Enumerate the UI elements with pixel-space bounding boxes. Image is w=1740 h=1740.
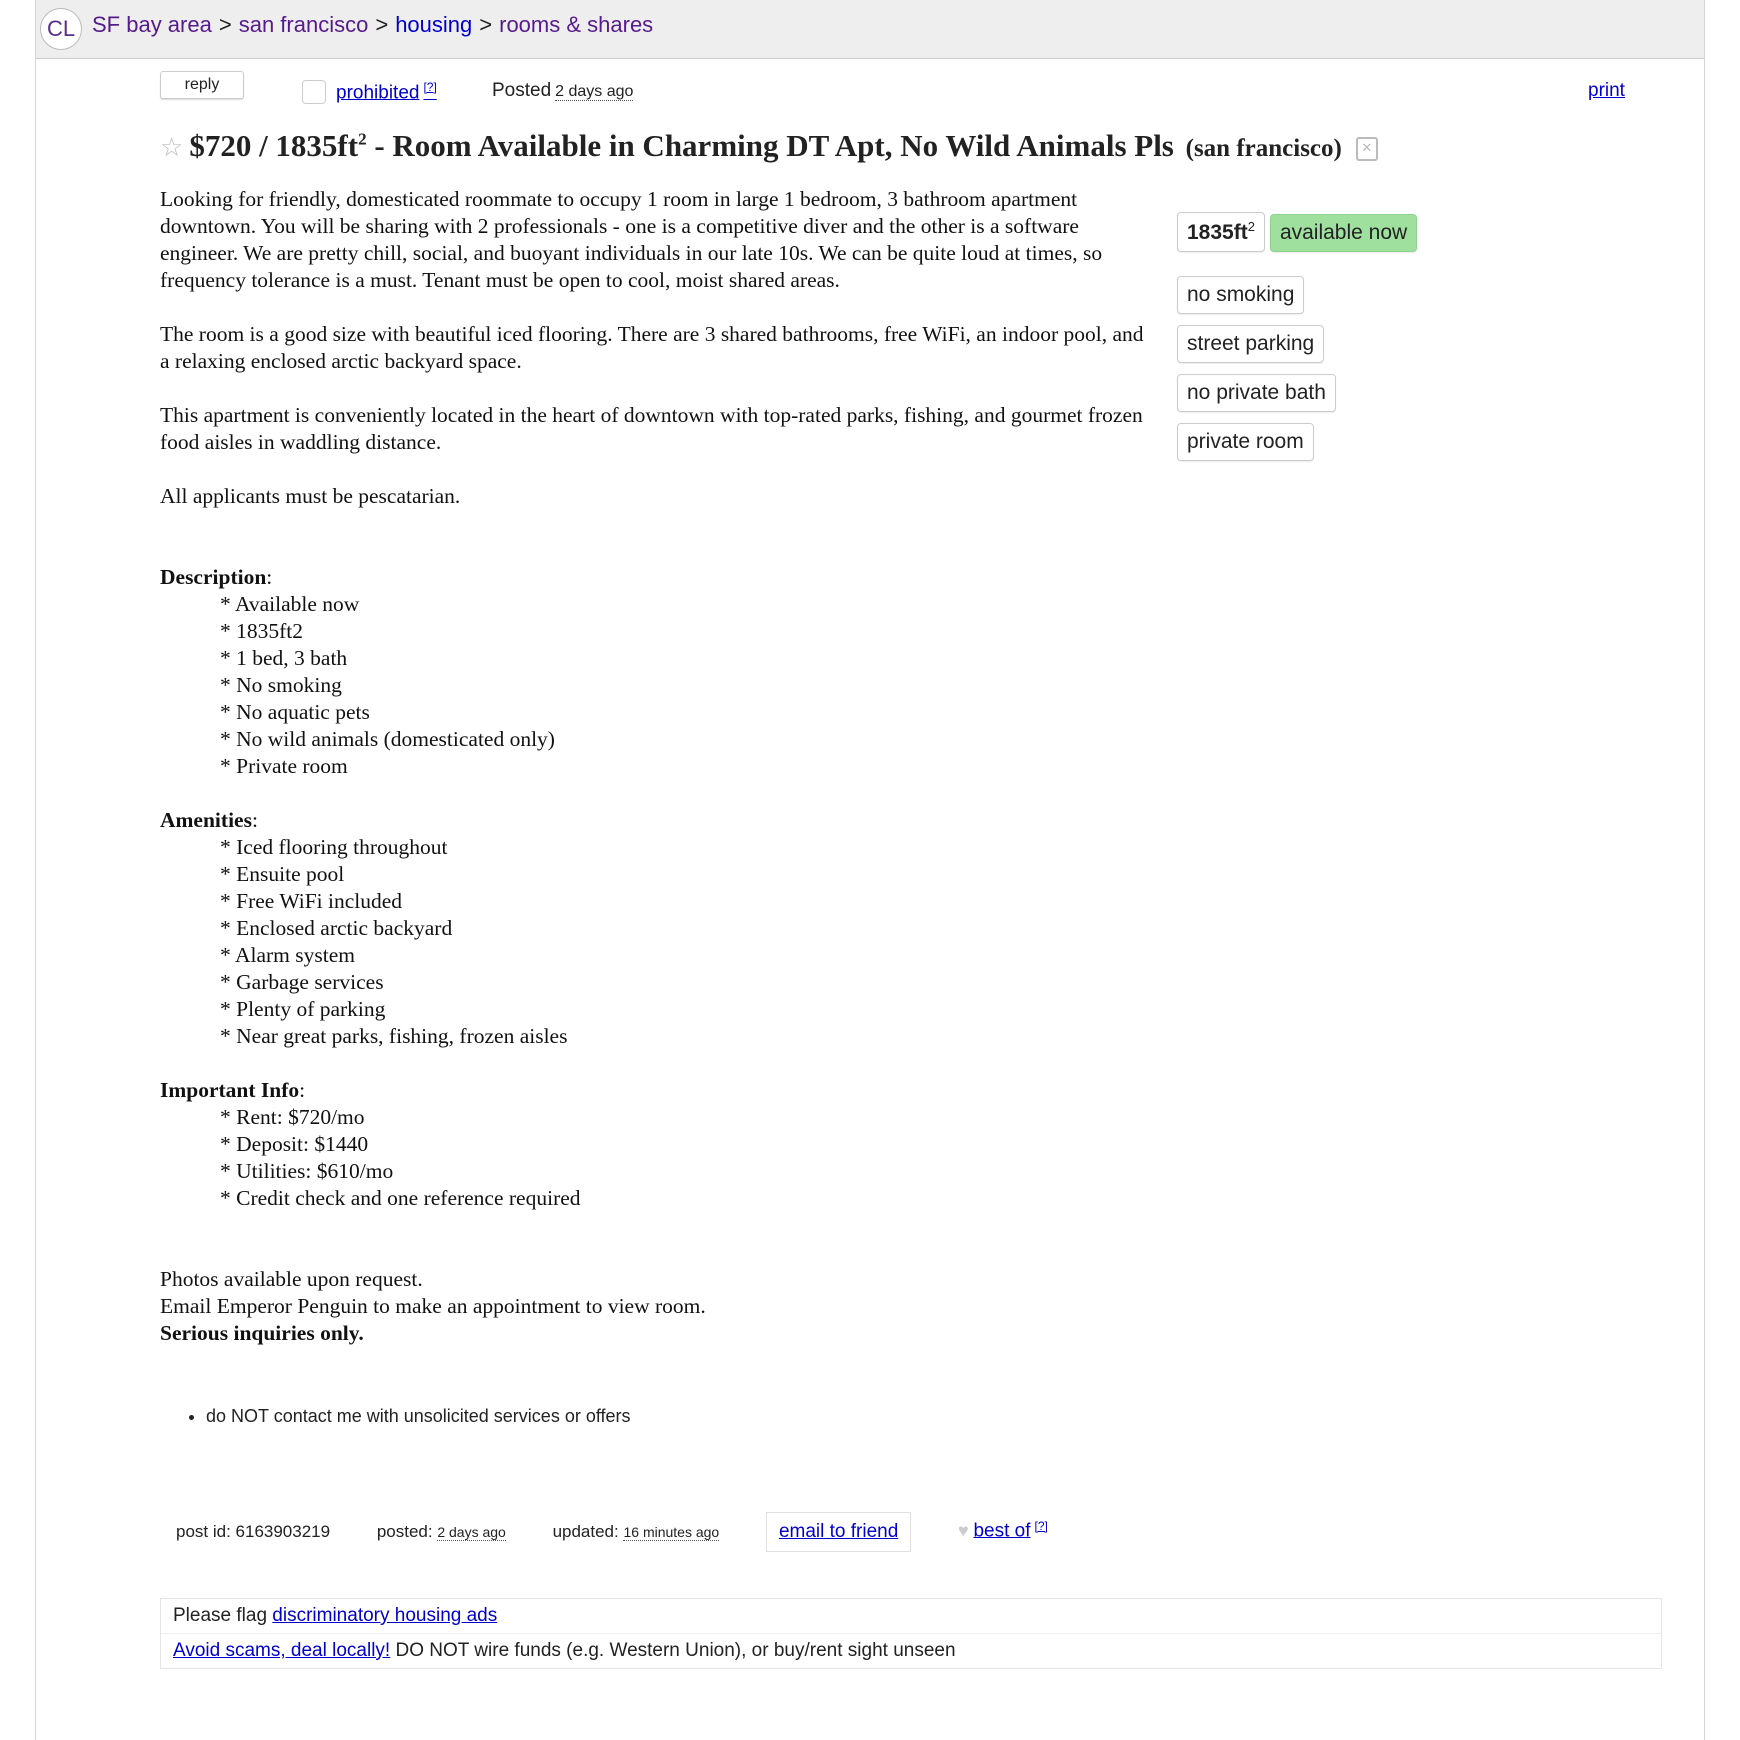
top-bar	[36, 0, 1704, 59]
posted-info	[492, 80, 633, 102]
list-item: * Alarm system	[220, 942, 1150, 969]
list-item: * Available now	[220, 591, 1150, 618]
list-item: * Enclosed arctic backyard	[220, 915, 1150, 942]
list-item: * Deposit: $1440	[220, 1131, 1150, 1158]
list-item: * Iced flooring throughout	[220, 834, 1150, 861]
breadcrumb-san-francisco[interactable]: san francisco	[238, 12, 369, 37]
section-heading: Amenities	[160, 808, 252, 832]
body-paragraph: Looking for friendly, domesticated roommate to occupy 1 room in large 1 bedroom, 3 bathroom apartment downtown. You will be sharing with 2 professionals - one is a competitive diver and the other is a software engineer. We are pretty chill, social, and buoyant individuals in our late 10s. We can be quite loud at times, so frequency tolerance is a must. Tenant must be open to cool, moist shared areas.	[160, 187, 1103, 292]
title-price-size: $720 / 1835ft	[189, 128, 359, 163]
list-item: * Ensuite pool	[220, 861, 1150, 888]
list-item: * Private room	[220, 753, 1150, 780]
post-footer	[176, 1512, 1048, 1552]
posted-timestamp: 2 days ago	[437, 1524, 506, 1540]
posted-label: posted:	[376, 1522, 433, 1541]
flag-text: Please flag	[173, 1605, 268, 1626]
updated-label: updated:	[552, 1522, 619, 1541]
breadcrumb-housing[interactable]: housing	[395, 12, 473, 37]
email-to-friend-button[interactable]: email to friend	[766, 1512, 911, 1552]
title-text: - Room Available in Charming DT Apt, No Wild Animals Pls	[366, 128, 1174, 163]
body-paragraph: All applicants must be pescatarian.	[160, 484, 461, 508]
avoid-scams-link[interactable]: Avoid scams, deal locally!	[173, 1640, 391, 1661]
hide-listing-icon[interactable]: ✕	[1356, 137, 1378, 161]
best-of-link[interactable]: best of	[973, 1520, 1031, 1542]
attribute-group	[1177, 212, 1577, 472]
breadcrumb-separator: >	[479, 12, 493, 37]
scam-text: DO NOT wire funds (e.g. Western Union), or buy/rent sight unseen	[395, 1640, 956, 1661]
body-paragraph: The room is a good size with beautiful iced flooring. There are 3 shared bathrooms, free WiFi, an indoor pool, and a relaxing enclosed arctic backyard space.	[160, 322, 1144, 373]
list-item: * Free WiFi included	[220, 888, 1150, 915]
posted-date	[377, 1522, 506, 1542]
title-sup: 2	[358, 129, 367, 149]
list-item: * No aquatic pets	[220, 699, 1150, 726]
attr-tag: no private bath	[1177, 374, 1336, 412]
posting-body	[160, 186, 1150, 1347]
attr-tag: private room	[1177, 423, 1314, 461]
list-item: * 1835ft2	[220, 618, 1150, 645]
closing-bold: Serious inquiries only.	[160, 1321, 364, 1345]
favorite-star-icon[interactable]: ☆	[160, 133, 184, 162]
attr-tag: street parking	[1177, 325, 1324, 363]
listing-title	[160, 128, 1680, 164]
breadcrumb	[92, 12, 653, 38]
section-amenities: Amenities: * Iced flooring throughout * Ensuite pool * Free WiFi included * Enclosed arctic backyard * Alarm system * Garbage services * Plenty of parking * Near great parks, fishing, frozen aisles	[160, 807, 1150, 1050]
section-important-info: Important Info: * Rent: $720/mo * Deposit: $1440 * Utilities: $610/mo * Credit check and one reference required	[160, 1077, 1150, 1212]
discriminatory-ads-link[interactable]: discriminatory housing ads	[272, 1605, 498, 1626]
heart-icon[interactable]: ♥	[958, 1520, 969, 1541]
flag-line	[161, 1599, 1661, 1633]
breadcrumb-separator: >	[218, 12, 232, 37]
attr-sqft-value: 1835ft	[1187, 221, 1248, 244]
help-link[interactable]: [?]	[423, 80, 437, 94]
posted-label: Posted	[492, 80, 552, 101]
flag-checkbox[interactable]	[302, 80, 326, 104]
list-item: * No wild animals (domesticated only)	[220, 726, 1150, 753]
attr-sqft	[1177, 212, 1265, 252]
breadcrumb-rooms-shares[interactable]: rooms & shares	[499, 12, 654, 37]
title-location: (san francisco)	[1185, 135, 1342, 162]
section-description: Description: * Available now * 1835ft2 * 1 bed, 3 bath * No smoking * No aquatic pets * No wild animals (domesticated only) * Private room	[160, 564, 1150, 780]
section-heading: Description	[160, 565, 267, 589]
posted-timestamp: 2 days ago	[555, 83, 634, 100]
flag-info-box	[160, 1598, 1662, 1669]
list-item: * Garbage services	[220, 969, 1150, 996]
updated-timestamp: 16 minutes ago	[623, 1524, 720, 1540]
list-item: * Utilities: $610/mo	[220, 1158, 1150, 1185]
prohibited-label[interactable]: prohibited	[336, 82, 420, 104]
list-item: * No smoking	[220, 672, 1150, 699]
body-paragraph: This apartment is conveniently located in the heart of downtown with top-rated parks, fishing, and gourmet frozen food aisles in waddling distance.	[160, 403, 1143, 454]
attr-availability: available now	[1270, 214, 1417, 252]
list-item: * Near great parks, fishing, frozen aisles	[220, 1023, 1150, 1050]
list-item: * Rent: $720/mo	[220, 1104, 1150, 1131]
updated-date	[553, 1522, 720, 1542]
help-link[interactable]: [?]	[1034, 1518, 1048, 1533]
closing-text	[160, 1266, 1150, 1347]
attr-sqft-sup: 2	[1247, 219, 1255, 234]
craigslist-logo[interactable]: CL	[40, 8, 82, 50]
breadcrumb-sf-bay-area[interactable]: SF bay area	[92, 12, 212, 37]
notice-item: • do NOT contact me with unsolicited services or offers	[206, 1406, 631, 1427]
prohibited-link[interactable]	[336, 80, 437, 104]
print-link[interactable]: print	[1588, 80, 1625, 101]
list-item: * Credit check and one reference required	[220, 1185, 1150, 1212]
closing-line: Photos available upon request.	[160, 1267, 423, 1291]
post-id: post id: 6163903219	[176, 1522, 331, 1541]
attr-tag: no smoking	[1177, 276, 1304, 314]
scam-line	[161, 1633, 1661, 1668]
list-item: * 1 bed, 3 bath	[220, 645, 1150, 672]
contact-notice	[170, 1406, 631, 1427]
list-item: * Plenty of parking	[220, 996, 1150, 1023]
reply-button[interactable]: reply	[160, 71, 244, 99]
breadcrumb-separator: >	[375, 12, 389, 37]
closing-line: Email Emperor Penguin to make an appointment to view room.	[160, 1294, 706, 1318]
section-heading: Important Info	[160, 1078, 300, 1102]
